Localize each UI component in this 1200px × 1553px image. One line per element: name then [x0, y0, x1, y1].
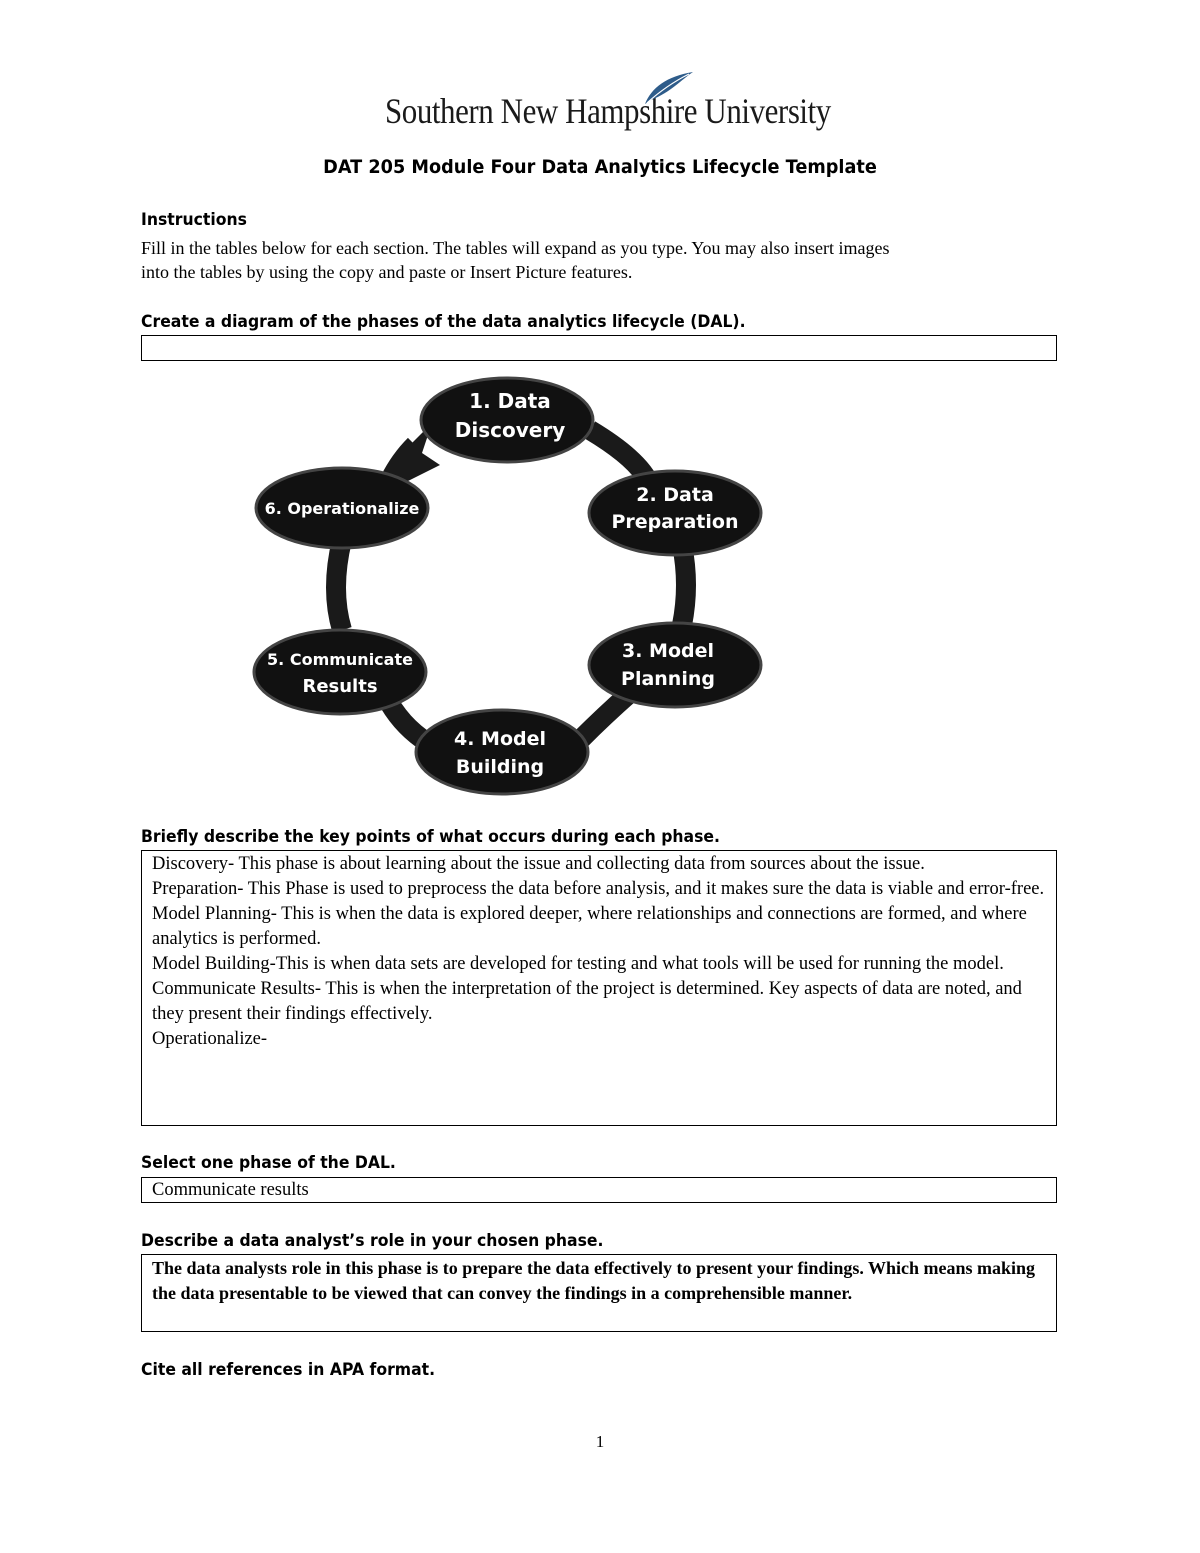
ring-segment-3-4 — [580, 693, 630, 740]
phase-1-line-1: 1. Data — [469, 389, 551, 413]
describe-table-cell[interactable] — [141, 850, 1057, 1126]
select-value: Communicate results — [152, 1180, 309, 1200]
describe-entry-discovery: Discovery- This phase is about learning about the issue and collecting data from sources about the issue. — [152, 854, 925, 874]
describe-entry-preparation: Preparation- This Phase is used to preprocess the data before analysis, and it makes sure the data is viable and error-free. — [152, 879, 1045, 899]
instructions-heading: Instructions — [141, 210, 247, 230]
phase-2-line-2: Preparation — [611, 511, 739, 533]
phase-2-line-1: 2. Data — [636, 484, 714, 506]
logo-text: Southern New Hampshire University — [385, 91, 831, 131]
role-heading: Describe a data analyst’s role in your chosen phase. — [141, 1231, 604, 1251]
describe-entry-model-building: Model Building-This is when data sets are developed for testing and what tools will be used for running the model. — [152, 954, 1004, 974]
leaf-icon — [637, 70, 697, 106]
phase-ellipse-3 — [589, 623, 761, 707]
instructions-text — [141, 236, 1071, 284]
instructions-line-1: Fill in the tables below for each section. The tables will expand as you type. You may also insert images — [141, 238, 890, 258]
describe-entry-model-planning: Model Planning- This is when the data is explored deeper, where relationships and connections are formed, and where analytics is performed. — [152, 904, 1027, 949]
diagram-heading: Create a diagram of the phases of the data analytics lifecycle (DAL). — [141, 312, 746, 332]
describe-heading: Briefly describe the key points of what occurs during each phase. — [141, 827, 720, 847]
phase-3-line-2: Planning — [621, 668, 715, 690]
phase-4-line-2: Building — [455, 756, 545, 778]
ring-segment-5-6 — [336, 540, 342, 630]
phase-1-line-2: Discovery — [454, 418, 566, 442]
phase-ellipse-4 — [416, 710, 588, 794]
diagram-table-cell[interactable] — [141, 335, 1057, 361]
lifecycle-diagram — [250, 375, 770, 800]
page-number: 1 — [595, 1432, 605, 1451]
role-table-cell[interactable] — [141, 1254, 1057, 1332]
cite-heading: Cite all references in APA format. — [141, 1360, 436, 1380]
role-value: The data analysts role in this phase is to prepare the data effectively to present your findings. Which means making the data presentable to be viewed that can convey the findings in a comprehensible manner. — [152, 1258, 1036, 1303]
instructions-line-2: into the tables by using the copy and paste or Insert Picture features. — [141, 262, 633, 282]
phase-3-line-1: 3. Model — [621, 640, 715, 662]
select-heading: Select one phase of the DAL. — [141, 1153, 396, 1173]
university-logo — [385, 70, 831, 140]
phase-ellipse-5 — [254, 630, 426, 714]
phase-6-line-1: 6. Operationalize — [264, 499, 420, 518]
select-table-cell[interactable] — [141, 1177, 1057, 1203]
describe-entry-communicate: Communicate Results- This is when the interpretation of the project is determined. Key aspects of data are noted, and they present their findings effectively. — [152, 979, 1022, 1024]
phase-5-line-1: 5. Communicate — [267, 650, 413, 669]
phase-4-line-1: 4. Model — [453, 728, 547, 750]
describe-entries — [142, 851, 1056, 1052]
ring-segment-2-3 — [682, 545, 686, 625]
describe-entry-operationalize: Operationalize- — [152, 1029, 268, 1049]
phase-5-line-2: Results — [302, 676, 378, 697]
page-title: DAT 205 Module Four Data Analytics Lifecycle Template — [323, 156, 877, 178]
